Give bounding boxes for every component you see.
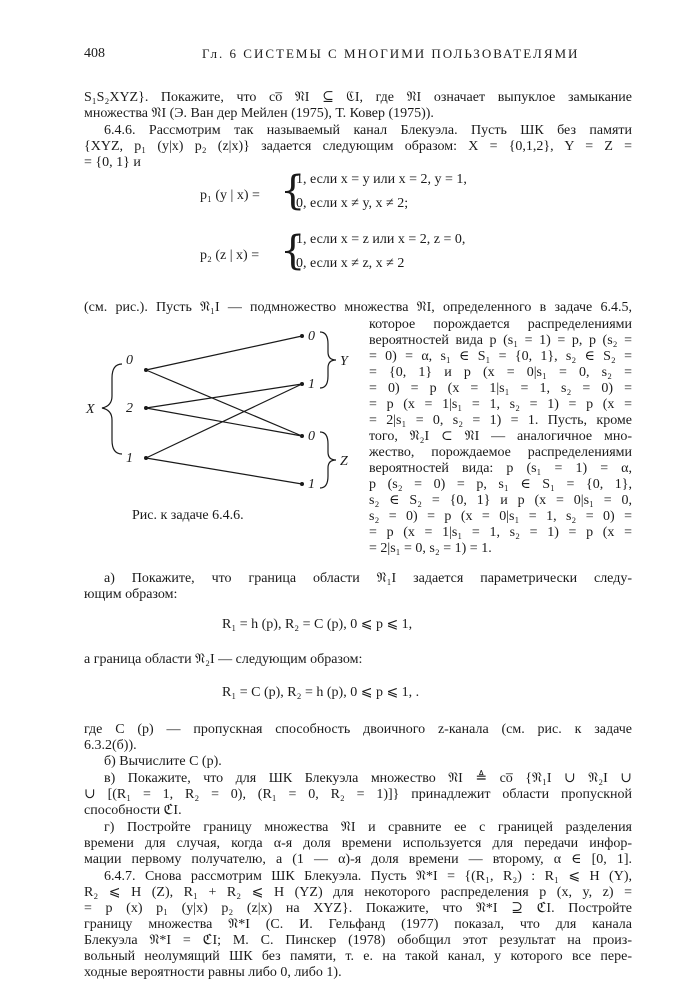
text-line: множества 𝔑I (Э. Ван дер Мейлен (1975), Т. Ковер (1975)). — [84, 106, 434, 121]
text-line: ходные вероятности равны либо 0, либо 1). — [84, 965, 342, 980]
problem-6-4-6-start: 6.4.6. Рассмотрим так называемый канал Блекуэла. Пусть ШК без памяти — [104, 123, 632, 138]
edge-0-z0 — [146, 370, 302, 436]
edge-2-z0 — [146, 408, 302, 436]
text-line: где C (p) — пропускная способность двоичного z-канала (см. рис. к задаче — [84, 722, 632, 737]
node-y0 — [300, 334, 304, 338]
text-line: способности ℭI. — [84, 803, 182, 818]
text-line: вольный неолумящий ШК без памяти, т. е. на такой канал, у которого все пере- — [84, 949, 632, 964]
equation-p1-case1: 1, если x = y или x = 2, y = 1, — [296, 172, 467, 187]
text-line: Блекуэла 𝔑*I = ℭI; М. С. Пинскер (1978) обобщил этот результат на произ- — [84, 933, 632, 948]
left-brace: { — [280, 228, 306, 274]
node-x0 — [144, 368, 148, 372]
side-text-line: = 2|s₁ = 0, s₂ = 1) = 1. Пусть, кроме — [369, 413, 632, 428]
side-text-line: = 0) = p (x = 1|s₁ = 1, s₂ = 0) = — [369, 381, 632, 396]
text-line: времени для случая, когда α-я доля времени используется для передачи инфор- — [84, 836, 632, 851]
equation-a2: R₁ = C (p), R₂ = h (p), 0 ⩽ p ⩽ 1, . — [222, 685, 420, 700]
page-number: 408 — [84, 46, 105, 61]
text-line: мации первому получателю, а (1 — α)-я доля времени — второму, α ∈ [0, 1]. — [84, 852, 632, 867]
side-text-line: = p (x = 1|s₁ = 1, s₂ = 1) = p (x = — [369, 525, 632, 540]
edge-2-y1 — [146, 384, 302, 408]
node-z0 — [300, 434, 304, 438]
y-label: Y — [340, 354, 348, 369]
text-line: а граница области 𝔑₂I — следующим образом: — [84, 652, 363, 667]
node-y1 — [300, 382, 304, 386]
x-label: X — [86, 402, 95, 417]
page-header — [84, 46, 632, 68]
equation-p2-lhs: p₂ (z | x) = — [200, 248, 260, 263]
problem-6-4-7-start: 6.4.7. Снова рассмотрим ШК Блекуэла. Пусть 𝔑*I = {(R₁, R₂) : R₁ ⩽ H (Y), — [104, 869, 632, 884]
figure-caption: Рис. к задаче 6.4.6. — [132, 508, 244, 523]
text-line: (см. рис.). Пусть 𝔑₁I — подмножество множества 𝔑I, определенного в задаче 6.4.5, — [84, 300, 632, 315]
equation-p2-case1: 1, если x = z или x = 2, z = 0, — [296, 232, 466, 247]
side-text-line: p (s₂ = 0) = p, s₁ ∈ S₁ = {0, 1}, — [369, 477, 632, 492]
edge-1-z1 — [146, 458, 302, 484]
equation-p1-case2: 0, если x ≠ y, x ≠ 2; — [296, 196, 409, 211]
x-brace — [102, 364, 122, 454]
text-line: {XYZ, p₁ (y|x) p₂ (z|x)} задается следующим образом: X = {0,1,2}, Y = Z = — [84, 139, 632, 154]
node-z1 — [300, 482, 304, 486]
left-brace: { — [280, 168, 306, 214]
side-text-line: = {0, 1} и p (x = 0|s₁ = 0, s₂ = — [369, 365, 632, 380]
input-label-0: 0 — [126, 353, 133, 368]
side-text-line: s₂ = 0) = p (x = 0|s₁ = 1, s₂ = 0) = — [369, 509, 632, 524]
item-b: б) Вычислите C (p). — [104, 754, 222, 769]
side-text-line: вероятностей вида p (s₁ = 1) = p, p (s₂ = — [369, 333, 632, 348]
input-label-2: 2 — [126, 401, 133, 416]
output-label-z0: 0 — [308, 429, 315, 444]
side-text-line: жество, порождаемое распределениями — [369, 445, 632, 460]
output-label-y1: 1 — [308, 377, 315, 392]
text-line: ∪ [(R₁ = 1, R₂ = 0), (R₁ = 0, R₂ = 1)]} принадлежит области пропускной — [84, 787, 632, 802]
input-label-1: 1 — [126, 451, 133, 466]
side-text-line: = p (x = 1|s₁ = 1, s₂ = 1) = p (x = — [369, 397, 632, 412]
text-line: = {0, 1} и — [84, 155, 141, 170]
equation-p2-case2: 0, если x ≠ z, x ≠ 2 — [296, 256, 405, 271]
item-a: а) Покажите, что граница области 𝔑₁I задается параметрически следу- — [104, 571, 632, 586]
y-brace — [320, 332, 336, 388]
equation-p1-lhs: p₁ (y | x) = — [200, 188, 260, 203]
equation-a: R₁ = h (p), R₂ = C (p), 0 ⩽ p ⩽ 1, — [222, 617, 413, 632]
side-text-line: вероятностей вида: p (s₁ = 1) = α, — [369, 461, 632, 476]
text-line: R₂ ⩽ H (Z), R₁ + R₂ ⩽ H (YZ) для некоторого распределения p (x, y, z) = — [84, 885, 632, 900]
text-line: S₁S₂XYZ}. Покажите, что co̅ 𝔑I ⊆ ℭI, где 𝔑I означает выпуклое замыкание — [84, 90, 632, 105]
output-label-y0: 0 — [308, 329, 315, 344]
text-line: ющим образом: — [84, 587, 178, 602]
side-text-line: = 2|s₁ = 0, s₂ = 1) = 1. — [369, 541, 492, 556]
node-x2 — [144, 406, 148, 410]
text-line: = p (x) p₁ (y|x) p₂ (z|x) на XYZ}. Покажите, что 𝔑*I ⊇ ℭI. Постройте — [84, 901, 632, 916]
text-line: границу множества 𝔑*I (С. И. Гельфанд (1977) показал, что для канала — [84, 917, 632, 932]
item-g: г) Постройте границу множества 𝔑I и сравните ее с границей разделения — [104, 820, 632, 835]
side-text-line: которое порождается распределениями — [369, 317, 632, 332]
item-v: в) Покажите, что для ШК Блекуэла множество 𝔑I ≜ co̅ {𝔑₁I ∪ 𝔑₂I ∪ — [104, 771, 632, 786]
edge-1-y1 — [146, 384, 302, 458]
output-label-z1: 1 — [308, 477, 315, 492]
z-brace — [320, 432, 336, 488]
side-text-line: = 0) = α, s₁ ∈ S₁ = {0, 1}, s₂ ∈ S₂ = — [369, 349, 632, 364]
node-x1 — [144, 456, 148, 460]
running-title: Гл. 6 СИСТЕМЫ С МНОГИМИ ПОЛЬЗОВАТЕЛЯМИ — [202, 46, 580, 61]
edge-0-y0 — [146, 336, 302, 370]
side-text-line: того, 𝔑₂I ⊂ 𝔑I — аналогичное мно- — [369, 429, 632, 444]
text-line: 6.3.2(б)). — [84, 738, 137, 753]
z-label: Z — [340, 454, 348, 469]
side-text-line: s₂ ∈ S₂ = {0, 1} и p (x = 0|s₁ = 0, — [369, 493, 632, 508]
blackwell-channel-diagram — [84, 318, 359, 498]
